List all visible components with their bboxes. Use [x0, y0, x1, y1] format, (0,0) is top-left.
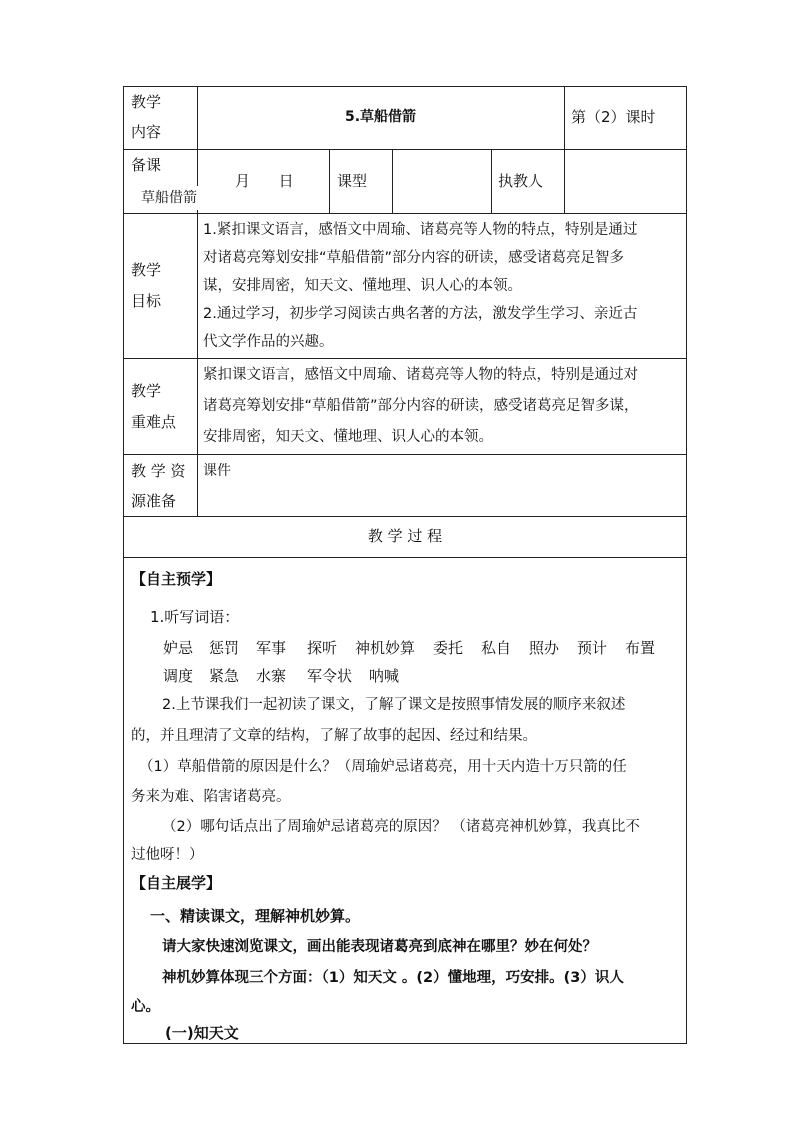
- question-line: 务来为难、陷害诸葛亮。: [131, 789, 291, 805]
- vocab-word: 布置: [625, 639, 656, 657]
- vocab-word: 水寨: [256, 667, 287, 685]
- goals-label: 目标: [131, 292, 162, 310]
- vocab-word: 照办: [529, 639, 560, 657]
- column-divider: [491, 149, 492, 213]
- resources-label: 教 学 资: [131, 462, 186, 480]
- teacher-label: 执教人: [498, 172, 544, 190]
- key-points-line: 诸葛亮筹划安排“草船借箭”部分内容的研读，感受诸葛亮足智多谋，: [203, 398, 639, 414]
- question-line: （2）哪句话点出了周瑜妒忌诸葛亮的原因？ （诸葛亮神机妙算，我真比不: [162, 819, 640, 835]
- row-divider: [123, 213, 687, 214]
- goals-line: 谋，安排周密，知天文、懂地理、识人心的本领。: [203, 278, 522, 294]
- vocab-word: 惩罚: [209, 639, 240, 657]
- goals-label: 教学: [131, 261, 162, 279]
- key-points-line: 紧扣课文语言，感悟文中周瑜、诸葛亮等人物的特点，特别是通过对: [203, 367, 638, 383]
- lesson-period: 第（2）课时: [571, 108, 656, 126]
- lesson-type-label: 课型: [337, 172, 368, 190]
- vocab-word: 呐喊: [369, 667, 400, 685]
- vocab-word: 预计: [577, 639, 608, 657]
- goals-line: 2.通过学习，初步学习阅读古典名著的方法，激发学生学习、亲近古: [203, 306, 638, 322]
- vocab-word: 私自: [481, 639, 512, 657]
- vocab-word: 调度: [163, 667, 194, 685]
- vocab-word: 探听: [307, 639, 338, 657]
- goals-line: 1.紧扣课文语言，感悟文中周瑜、诸葛亮等人物的特点，特别是通过: [203, 222, 638, 238]
- vocab-word: 妒忌: [163, 639, 194, 657]
- lesson-title: 5.草船借箭: [344, 109, 417, 125]
- resources-value: 课件: [203, 463, 231, 479]
- question-line: 过他呀！）: [131, 847, 204, 863]
- vocab-word: 神机妙算: [355, 639, 416, 657]
- aspects-line: 心。: [131, 999, 160, 1015]
- column-divider: [392, 149, 393, 213]
- vocab-word: 委托: [433, 639, 464, 657]
- goals-line: 代文学作品的兴趣。: [203, 334, 334, 350]
- sub-heading: (一)知天文: [165, 1024, 239, 1042]
- vocab-word: 军事: [256, 639, 287, 657]
- section-heading: 【自主预学】: [131, 570, 222, 588]
- column-divider: [564, 86, 565, 213]
- sub-heading: 一、精读课文，理解神机妙算。: [150, 907, 361, 925]
- key-points-line: 安排周密，知天文、懂地理、识人心的本领。: [203, 429, 493, 445]
- row-divider: [123, 516, 687, 517]
- paragraph-line: 的，并且理清了文章的结构，了解了故事的起因、经过和结果。: [131, 728, 537, 744]
- goals-line: 对诸葛亮筹划安排“草船借箭”部分内容的研读，感受诸葛亮足智多: [203, 250, 625, 266]
- vocab-word: 紧急: [209, 667, 240, 685]
- key-points-label: 重难点: [131, 413, 177, 431]
- question-line: （1）草船借箭的原因是什么？（周瑜妒忌诸葛亮，用十天内造十万只箭的任: [139, 759, 627, 775]
- process-heading: 教 学 过 程: [367, 527, 443, 545]
- column-divider: [329, 149, 330, 213]
- content-label: 内容: [131, 123, 162, 141]
- prep-label: 备课: [131, 156, 162, 174]
- prep-date: 月 日: [235, 172, 294, 190]
- aspects-line: 神机妙算体现三个方面：（1）知天文 。(2）懂地理，巧安排。(3）识人: [162, 970, 624, 986]
- dictation-title: 1.听写词语：: [150, 608, 240, 626]
- key-points-label: 教学: [131, 382, 162, 400]
- row-divider: [123, 358, 687, 359]
- row-divider: [123, 557, 687, 558]
- row-divider: [123, 149, 687, 150]
- row-divider: [123, 454, 687, 455]
- floating-title-tag: 草船借箭: [137, 186, 201, 210]
- paragraph-line: 2.上节课我们一起初读了课文，了解了课文是按照事情发展的顺序来叙述: [162, 697, 626, 713]
- column-divider: [197, 86, 198, 516]
- content-label: 教学: [131, 93, 162, 111]
- task-line: 请大家快速浏览课文，画出能表现诸葛亮到底神在哪里？妙在何处？: [162, 939, 597, 955]
- section-heading: 【自主展学】: [131, 874, 222, 892]
- resources-label: 源准备: [131, 492, 177, 510]
- vocab-word: 军令状: [307, 667, 353, 685]
